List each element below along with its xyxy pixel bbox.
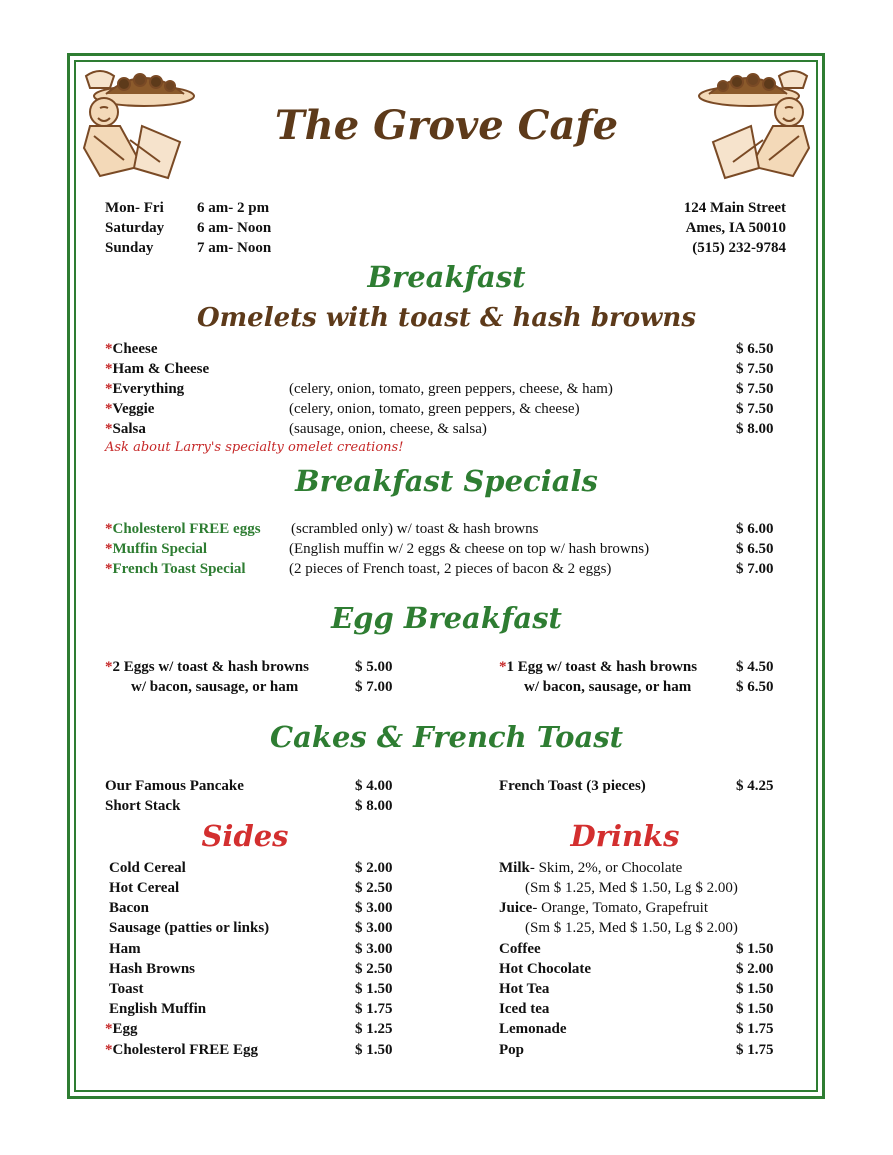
menu-item-price: $ 1.50: [355, 1042, 393, 1058]
menu-item-name: *Salsa: [105, 421, 146, 437]
menu-item-desc: (scrambled only) w/ toast & hash browns: [291, 521, 539, 537]
menu-item-name: Hash Browns: [109, 961, 196, 977]
drink-milk: Milk- Skim, 2%, or Chocolate: [499, 860, 683, 876]
menu-item-name: Hot Cereal: [109, 880, 180, 896]
menu-item-price: $ 2.00: [736, 961, 774, 977]
menu-item-name: Coffee: [499, 941, 541, 957]
menu-item-price: $ 5.00: [355, 659, 393, 675]
menu-item-name: Bacon: [109, 900, 150, 916]
hours-day: Mon- Fri: [105, 200, 164, 216]
menu-item-price: $ 4.00: [355, 778, 393, 794]
menu-item-name: Sausage (patties or links): [109, 920, 270, 936]
menu-item-name: Toast: [109, 981, 144, 997]
menu-item-name: *French Toast Special: [105, 561, 246, 577]
menu-item-price: $ 7.00: [355, 679, 393, 695]
menu-item-name: w/ bacon, sausage, or ham: [131, 679, 299, 695]
menu-item-price: $ 7.50: [736, 361, 774, 377]
menu-item-name: Short Stack: [105, 798, 181, 814]
menu-item-name: Pop: [499, 1042, 525, 1058]
menu-item-price: $ 7.50: [736, 401, 774, 417]
section-heading-specials: Breakfast Specials: [295, 464, 598, 498]
menu-item-price: $ 2.50: [355, 880, 393, 896]
hours-time: 7 am- Noon: [197, 240, 272, 256]
menu-item-name: English Muffin: [109, 1001, 207, 1017]
menu-item-name: Our Famous Pancake: [105, 778, 244, 794]
menu-item-desc: (2 pieces of French toast, 2 pieces of bacon & 2 eggs): [289, 561, 612, 577]
page-title: The Grove Cafe: [274, 102, 619, 149]
menu-item-price: $ 8.00: [355, 798, 393, 814]
menu-item-desc: (sausage, onion, cheese, & salsa): [289, 421, 487, 437]
menu-item-price: $ 1.50: [736, 981, 774, 997]
menu-item-price: $ 7.50: [736, 381, 774, 397]
menu-item-name: French Toast (3 pieces): [499, 778, 646, 794]
menu-item-name: Ham: [109, 941, 141, 957]
section-heading-cakes: Cakes & French Toast: [270, 720, 623, 754]
menu-item-price: $ 1.75: [355, 1001, 393, 1017]
menu-item-desc: (English muffin w/ 2 eggs & cheese on top w/ hash browns): [289, 541, 650, 557]
menu-item-price: $ 4.50: [736, 659, 774, 675]
menu-item-name: w/ bacon, sausage, or ham: [524, 679, 692, 695]
menu-item-price: $ 6.50: [736, 679, 774, 695]
menu-item-name: *Muffin Special: [105, 541, 208, 557]
drink-juice-sizes: (Sm $ 1.25, Med $ 1.50, Lg $ 2.00): [525, 920, 738, 936]
menu-item-price: $ 2.00: [355, 860, 393, 876]
section-heading-breakfast: Breakfast: [367, 260, 526, 294]
menu-item-price: $ 2.50: [355, 961, 393, 977]
menu-item-name: Lemonade: [499, 1021, 567, 1037]
hours-time: 6 am- 2 pm: [197, 200, 270, 216]
menu-item-name: *Cheese: [105, 341, 158, 357]
hours-day: Sunday: [105, 240, 154, 256]
menu-item-price: $ 1.25: [355, 1021, 393, 1037]
menu-item-price: $ 6.50: [736, 541, 774, 557]
menu-item-name: *2 Eggs w/ toast & hash browns: [105, 659, 309, 675]
menu-item-name: *1 Egg w/ toast & hash browns: [499, 659, 698, 675]
specialty-note: Ask about Larry's specialty omelet creations!: [105, 440, 404, 455]
menu-item-name: Cold Cereal: [109, 860, 186, 876]
menu-item-name: *Egg: [105, 1021, 138, 1037]
menu-item-price: $ 4.25: [736, 778, 774, 794]
drink-juice: Juice- Orange, Tomato, Grapefruit: [499, 900, 709, 916]
drink-milk-sizes: (Sm $ 1.25, Med $ 1.50, Lg $ 2.00): [525, 880, 738, 896]
menu-item-price: $ 3.00: [355, 900, 393, 916]
menu-item-name: *Ham & Cheese: [105, 361, 210, 377]
menu-item-price: $ 6.00: [736, 521, 774, 537]
address-street: 124 Main Street: [683, 200, 786, 216]
menu-item-price: $ 3.00: [355, 941, 393, 957]
section-heading-eggs: Egg Breakfast: [331, 601, 562, 635]
menu-item-name: *Cholesterol FREE eggs: [105, 521, 261, 537]
menu-item-name: *Everything: [105, 381, 185, 397]
menu-item-name: *Cholesterol FREE Egg: [105, 1042, 259, 1058]
section-subheading-omelets: Omelets with toast & hash browns: [197, 303, 696, 333]
hours-day: Saturday: [105, 220, 165, 236]
menu-item-price: $ 3.00: [355, 920, 393, 936]
menu-item-name: Hot Tea: [499, 981, 550, 997]
menu-item-price: $ 6.50: [736, 341, 774, 357]
menu-item-price: $ 8.00: [736, 421, 774, 437]
menu-item-price: $ 1.75: [736, 1021, 774, 1037]
menu-item-price: $ 1.50: [355, 981, 393, 997]
menu-item-desc: (celery, onion, tomato, green peppers, & cheese): [289, 401, 580, 417]
menu-item-desc: (celery, onion, tomato, green peppers, cheese, & ham): [289, 381, 613, 397]
address-phone: (515) 232-9784: [692, 240, 786, 256]
hours-time: 6 am- Noon: [197, 220, 272, 236]
menu-item-price: $ 7.00: [736, 561, 774, 577]
section-heading-sides: Sides: [201, 819, 289, 853]
menu-item-name: Hot Chocolate: [499, 961, 592, 977]
menu-item-name: Iced tea: [499, 1001, 550, 1017]
address-city: Ames, IA 50010: [685, 220, 786, 236]
menu-item-price: $ 1.50: [736, 1001, 774, 1017]
menu-item-price: $ 1.75: [736, 1042, 774, 1058]
menu-item-price: $ 1.50: [736, 941, 774, 957]
menu-item-name: *Veggie: [105, 401, 155, 417]
section-heading-drinks: Drinks: [570, 819, 680, 853]
